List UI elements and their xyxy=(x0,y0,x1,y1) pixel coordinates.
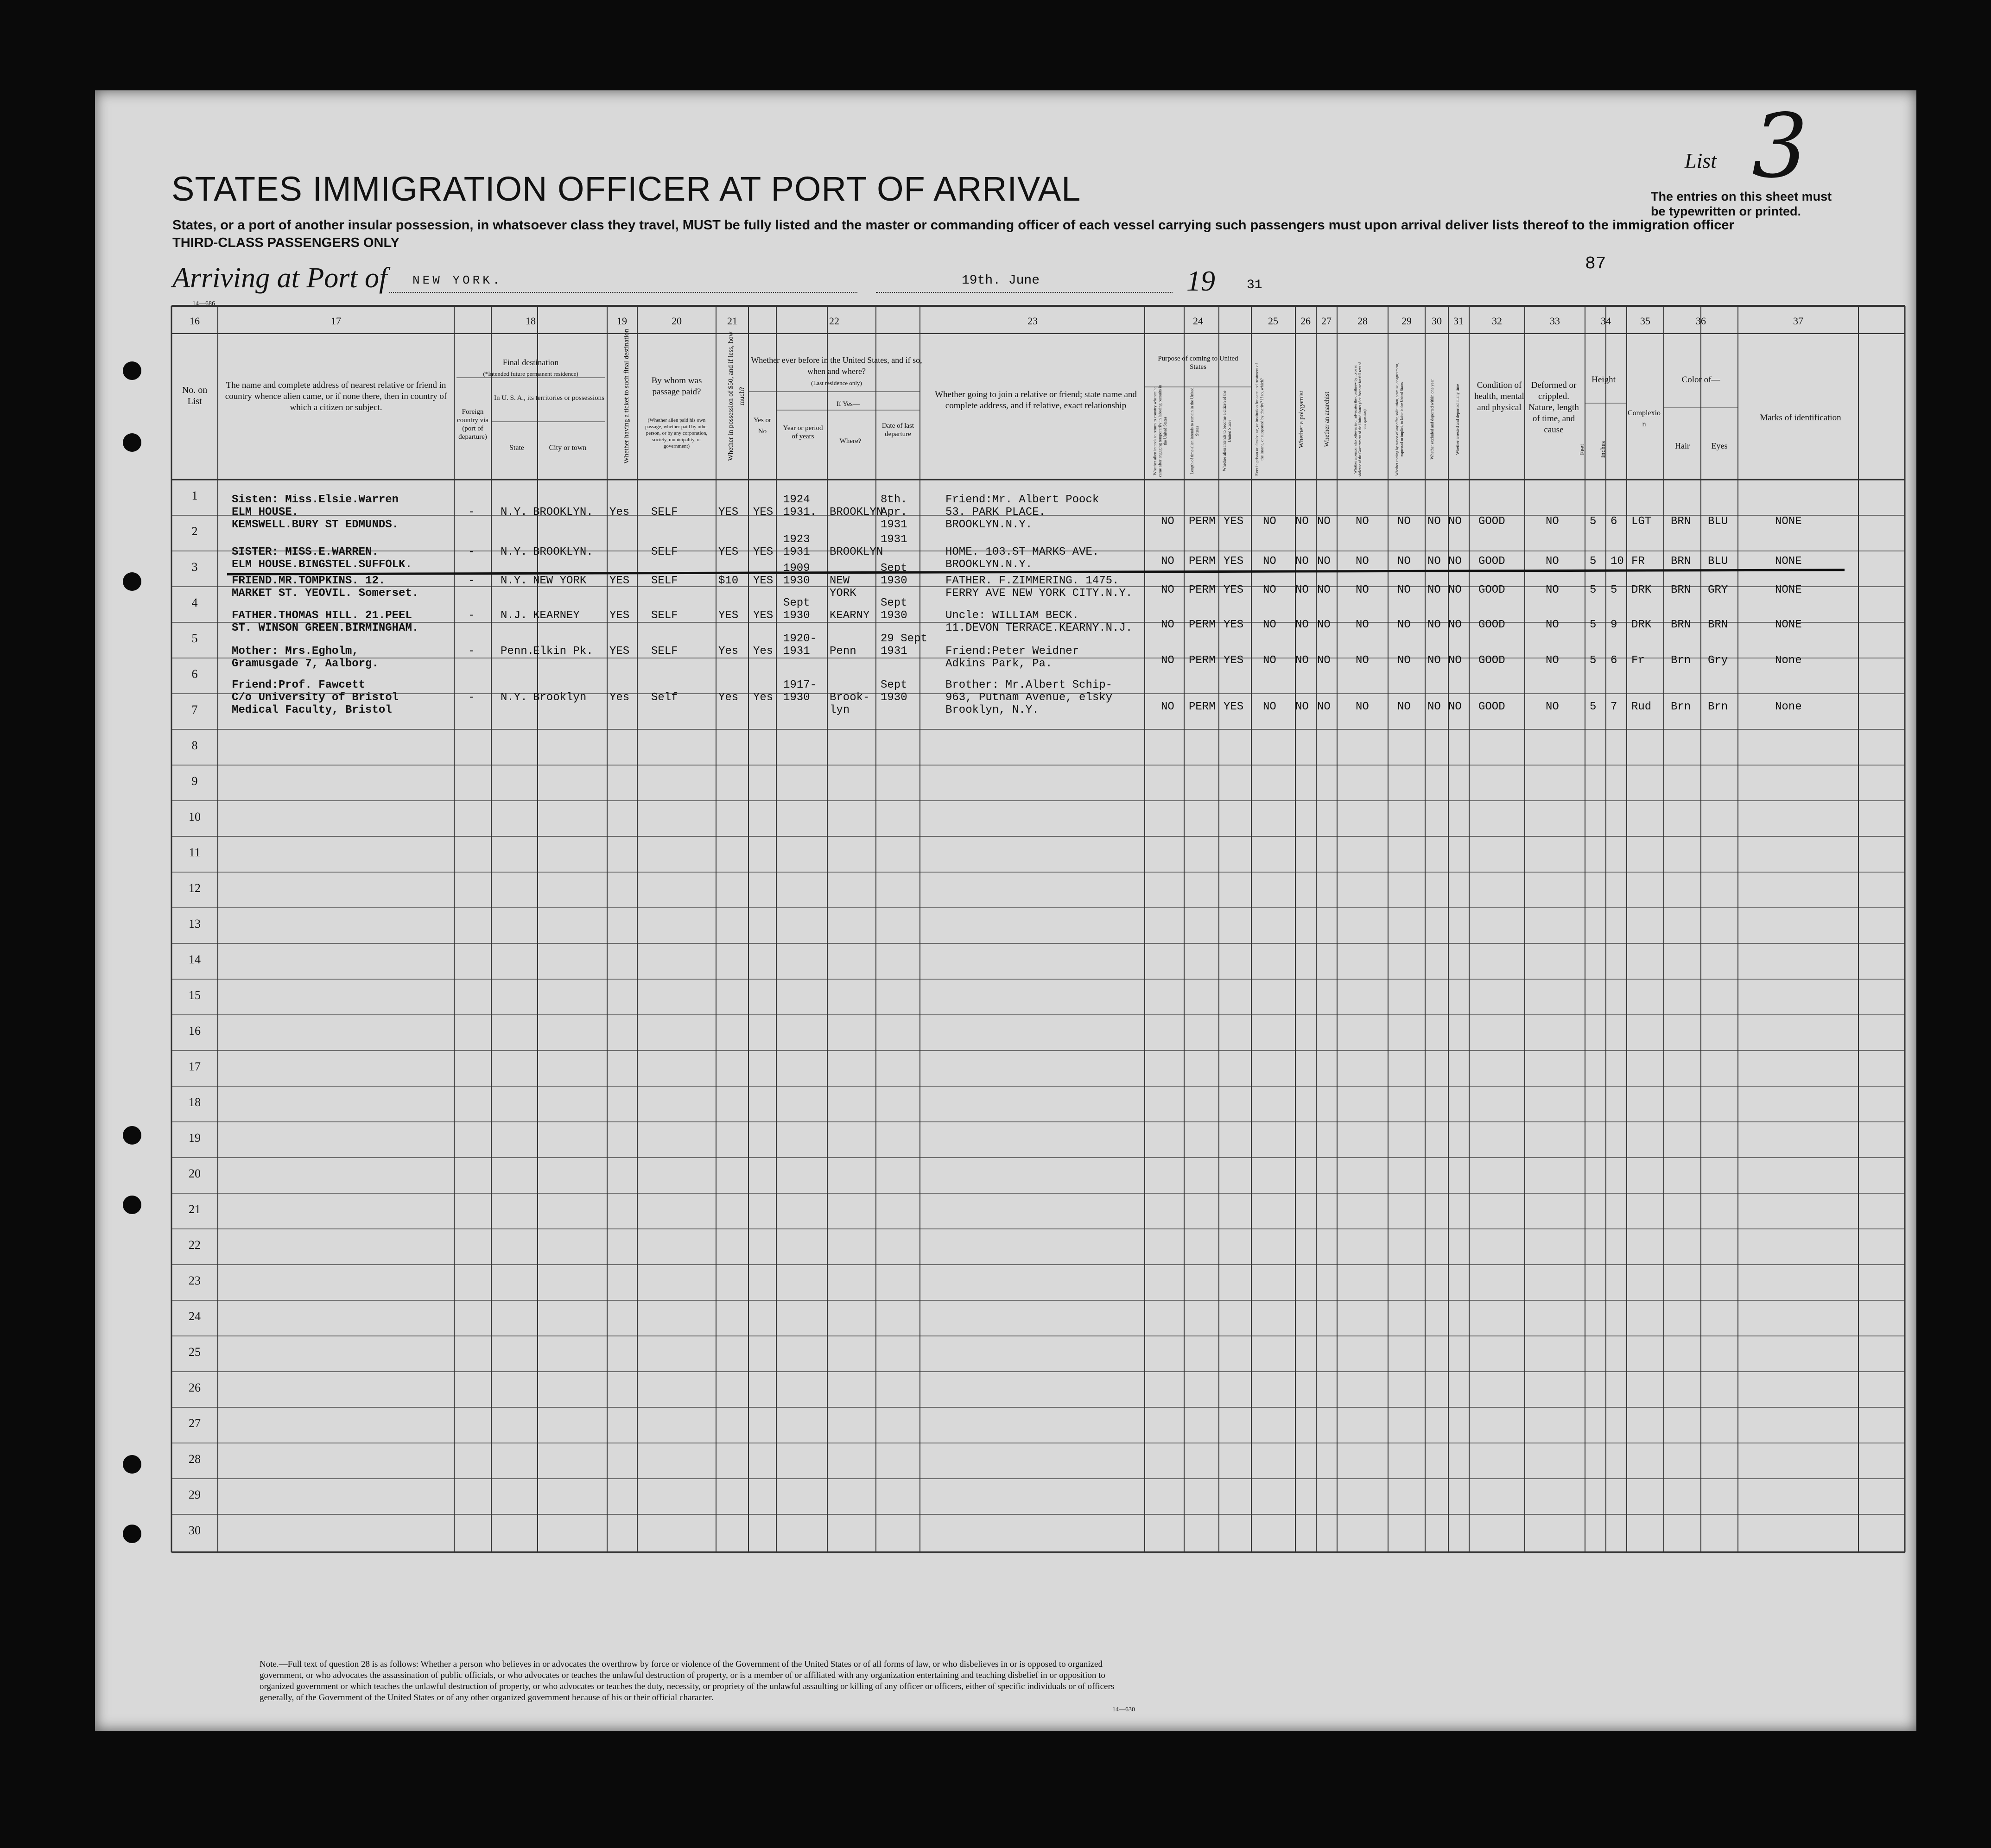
height-inches-cell: 5 xyxy=(1611,584,1617,596)
hair-cell: BRN xyxy=(1671,584,1691,596)
join-relative-cell: Brother: Mr.Albert Schip- 963, Putnam Avenue, elsky Brooklyn, N.Y. xyxy=(945,679,1113,716)
row-number: 27 xyxy=(189,1417,201,1430)
header-before-in-us: Whether ever before in the United States, and if so, when and where? xyxy=(751,355,922,376)
before-in-us-cell: Yes xyxy=(753,691,774,704)
header-anarchist: Whether an anarchist xyxy=(1324,392,1331,447)
purpose-length-cell: PERM xyxy=(1189,619,1216,631)
eyes-cell: BRN xyxy=(1708,619,1728,631)
row-number: 30 xyxy=(189,1524,201,1537)
overthrow-cell: NO xyxy=(1356,584,1369,596)
header-arrested: Whether arrested and deported at any time xyxy=(1455,384,1460,455)
last-departure-cell: Sept 1930 xyxy=(881,679,907,704)
health-cell: GOOD xyxy=(1478,701,1505,713)
eyes-cell: GRY xyxy=(1708,584,1728,596)
ticket-cell: Yes xyxy=(609,506,630,519)
state-cell: N.Y. xyxy=(501,691,527,704)
header-deformed: Deformed or crippled. Nature, length of time, and cause xyxy=(1528,380,1579,435)
relative-address: Sisten: Miss.Elsie.Warren ELM HOUSE. KEMSWELL.BURY ST EDMUNDS. xyxy=(232,494,399,531)
header-if-yes: If Yes— xyxy=(836,400,860,408)
last-departure-cell: 8th. Apr. 1931 xyxy=(881,494,907,531)
polygamist-cell: NO xyxy=(1295,654,1309,667)
row-number: 7 xyxy=(191,703,198,716)
form-code: 14—630 xyxy=(1112,1706,1135,1713)
column-number: 22 xyxy=(829,315,839,327)
column-number: 37 xyxy=(1793,315,1803,327)
row-number: 15 xyxy=(189,988,201,1002)
deformed-cell: NO xyxy=(1546,584,1559,596)
header-state: State xyxy=(509,444,524,452)
money-cell: $10 xyxy=(718,575,739,587)
money-cell: YES xyxy=(718,609,739,622)
header-eyes: Eyes xyxy=(1711,441,1728,450)
header-no-on-list: No. on List xyxy=(182,385,208,406)
overthrow-cell: NO xyxy=(1356,515,1369,528)
column-number: 33 xyxy=(1550,315,1560,327)
column-number: 18 xyxy=(526,315,536,327)
passage-paid-cell: SELF xyxy=(651,546,678,558)
complexion-cell: DRK xyxy=(1631,619,1652,631)
purpose-return-cell: NO xyxy=(1161,555,1174,568)
polygamist-cell: NO xyxy=(1295,584,1309,596)
eyes-cell: BLU xyxy=(1708,555,1728,568)
polygamist-cell: NO xyxy=(1295,701,1309,713)
city-cell: Elkin Pk. xyxy=(533,645,593,658)
last-departure-cell: Sept 1930 xyxy=(881,562,907,587)
offer-labor-cell: NO xyxy=(1397,555,1411,568)
row-number: 17 xyxy=(189,1060,201,1073)
anarchist-cell: NO xyxy=(1317,555,1331,568)
row-number: 5 xyxy=(191,632,198,645)
relative-address: FRIEND.MR.TOMPKINS. 12. MARKET ST. YEOVIL. Somerset. xyxy=(232,575,419,600)
foreign-country-cell: - xyxy=(468,546,475,558)
city-cell: BROOKLYN. xyxy=(533,506,593,519)
header-where: Where? xyxy=(839,437,862,445)
last-departure-cell: 29 Sept 1931 xyxy=(881,633,927,658)
complexion-cell: Rud xyxy=(1631,701,1652,713)
arrested-cell: NO xyxy=(1448,619,1462,631)
offer-labor-cell: NO xyxy=(1397,701,1411,713)
year-suffix: 31 xyxy=(1247,278,1262,292)
header-yes-no: Yes or No xyxy=(753,417,772,435)
health-cell: GOOD xyxy=(1478,654,1505,667)
health-cell: GOOD xyxy=(1478,584,1505,596)
row-number: 18 xyxy=(189,1095,201,1109)
row-number: 1 xyxy=(191,489,198,502)
polygamist-cell: NO xyxy=(1295,515,1309,528)
join-relative-cell: Uncle: WILLIAM BECK. 11.DEVON TERRACE.KEARNY.N.J. xyxy=(945,609,1133,634)
money-cell: Yes xyxy=(718,691,739,704)
header-offer-labor: Whether coming by reason of any offer, solicitation, promise, or agreement, expressed or implied, to labor in the United States xyxy=(1395,363,1404,476)
purpose-return-cell: NO xyxy=(1161,654,1174,667)
header-final-destination-sub: (*Intended future permanent residence) xyxy=(483,370,578,377)
foreign-country-cell: - xyxy=(468,645,475,658)
header-purpose-length: Length of time alien intends to remain in the United States xyxy=(1190,387,1199,475)
marks-cell: NONE xyxy=(1775,555,1802,568)
subtitle: States, or a port of another insular possession, in whatsoever class they travel, MUST be fully listed and the master or commanding officer of each vessel carrying such passengers must upon arrival deliver lists thereof to the immigration officer xyxy=(172,218,1734,233)
column-number: 26 xyxy=(1300,315,1311,327)
header-marks: Marks of identification xyxy=(1760,413,1841,423)
purpose-length-cell: PERM xyxy=(1189,654,1216,667)
deformed-cell: NO xyxy=(1546,515,1559,528)
before-in-us-cell: YES xyxy=(753,506,774,519)
purpose-length-cell: PERM xyxy=(1189,584,1216,596)
state-cell: N.Y. xyxy=(501,506,527,519)
passage-paid-cell: Self xyxy=(651,691,678,704)
polygamist-cell: NO xyxy=(1295,619,1309,631)
passage-paid-cell: SELF xyxy=(651,609,678,622)
eyes-cell: BLU xyxy=(1708,515,1728,528)
header-overthrow: Whether a person who believes in or advocates the overthrow by force or violence of the Government of the United States (See footnote for full text of this question) xyxy=(1353,362,1367,477)
complexion-cell: FR xyxy=(1631,555,1645,568)
row-number: 2 xyxy=(191,525,198,538)
column-number: 19 xyxy=(617,315,627,327)
height-inches-cell: 6 xyxy=(1611,515,1617,528)
join-relative-cell: HOME. 103.ST MARKS AVE. BROOKLYN.N.Y. xyxy=(945,546,1099,571)
column-number: 16 xyxy=(190,315,200,327)
height-inches-cell: 6 xyxy=(1611,654,1617,667)
row-number: 11 xyxy=(189,846,201,859)
header-passage-paid-sub: (Whether alien paid his own passage, whether paid by other person, or by any corporation, society, municipality, or government) xyxy=(645,418,708,449)
polygamist-cell: NO xyxy=(1295,555,1309,568)
years-cell: 1917- 1930 xyxy=(783,679,817,704)
prison-cell: NO xyxy=(1263,654,1276,667)
city-cell: KEARNEY xyxy=(533,609,580,622)
height-feet-cell: 5 xyxy=(1590,584,1597,596)
header-passage-paid: By whom was passage paid? xyxy=(651,376,702,397)
excluded-cell: NO xyxy=(1427,555,1441,568)
row-number: 14 xyxy=(189,953,201,966)
deformed-cell: NO xyxy=(1546,555,1559,568)
column-number: 21 xyxy=(727,315,737,327)
height-feet-cell: 5 xyxy=(1590,555,1597,568)
header-city: City or town xyxy=(549,444,587,452)
row-number: 9 xyxy=(191,774,198,788)
before-in-us-cell: YES xyxy=(753,546,774,558)
header-health: Condition of health, mental and physical xyxy=(1474,380,1524,412)
year-prefix: 19 xyxy=(1186,266,1215,297)
years-cell: 1924 1931. xyxy=(783,494,817,519)
column-number: 25 xyxy=(1268,315,1278,327)
purpose-citizen-cell: YES xyxy=(1224,515,1244,528)
city-cell: Brooklyn xyxy=(533,691,587,704)
entries-note-line: The entries on this sheet must xyxy=(1651,190,1832,203)
row-number: 23 xyxy=(189,1274,201,1287)
row-number: 26 xyxy=(189,1381,201,1394)
column-number: 35 xyxy=(1640,315,1650,327)
row-number: 25 xyxy=(189,1345,201,1359)
height-inches-cell: 9 xyxy=(1611,619,1617,631)
class-line: THIRD-CLASS PASSENGERS ONLY xyxy=(172,235,399,250)
years-cell: 1923 1931 xyxy=(783,533,810,558)
relative-address: Friend:Prof. Fawcett C/o University of Bristol Medical Faculty, Bristol xyxy=(232,679,399,716)
health-cell: GOOD xyxy=(1478,515,1505,528)
list-number: 3 xyxy=(1752,95,1808,197)
list-label: List xyxy=(1685,149,1717,172)
header-usa: In U. S. A., its territories or possessions xyxy=(494,394,604,402)
arrested-cell: NO xyxy=(1448,555,1462,568)
page-title: STATES IMMIGRATION OFFICER AT PORT OF ARRIVAL xyxy=(171,170,1081,208)
join-relative-cell: FATHER. F.ZIMMERING. 1475. FERRY AVE NEW YORK CITY.N.Y. xyxy=(945,575,1133,600)
anarchist-cell: NO xyxy=(1317,584,1331,596)
excluded-cell: NO xyxy=(1427,701,1441,713)
row-number: 19 xyxy=(189,1131,201,1145)
purpose-citizen-cell: YES xyxy=(1224,619,1244,631)
column-number: 27 xyxy=(1321,315,1332,327)
hair-cell: BRN xyxy=(1671,619,1691,631)
purpose-return-cell: NO xyxy=(1161,701,1174,713)
header-foreign-country: Foreign country via (port of departure) xyxy=(457,408,488,441)
purpose-citizen-cell: YES xyxy=(1224,654,1244,667)
column-number: 28 xyxy=(1357,315,1368,327)
complexion-cell: LGT xyxy=(1631,515,1652,528)
height-inches-cell: 7 xyxy=(1611,701,1617,713)
years-cell: 1909 1930 xyxy=(783,562,810,587)
foreign-country-cell: - xyxy=(468,506,475,519)
row-number: 21 xyxy=(189,1202,201,1216)
anarchist-cell: NO xyxy=(1317,701,1331,713)
deformed-cell: NO xyxy=(1546,701,1559,713)
prison-cell: NO xyxy=(1263,619,1276,631)
height-feet-cell: 5 xyxy=(1590,701,1597,713)
prison-cell: NO xyxy=(1263,701,1276,713)
hair-cell: BRN xyxy=(1671,515,1691,528)
before-in-us-cell: YES xyxy=(753,609,774,622)
eyes-cell: Brn xyxy=(1708,701,1728,713)
row-number: 4 xyxy=(191,596,198,609)
header-purpose: Purpose of coming to United States xyxy=(1158,355,1238,371)
overthrow-cell: NO xyxy=(1356,654,1369,667)
complexion-cell: Fr xyxy=(1631,654,1645,667)
marks-cell: None xyxy=(1775,654,1802,667)
arrival-date: 19th. June xyxy=(962,273,1040,288)
purpose-length-cell: PERM xyxy=(1189,515,1216,528)
last-departure-cell: Sept 1930 xyxy=(881,597,907,622)
form-code: 14—686 xyxy=(192,300,215,307)
anarchist-cell: NO xyxy=(1317,619,1331,631)
city-cell: BROOKLYN. xyxy=(533,546,593,558)
where-cell: BROOKLYN xyxy=(830,546,883,558)
column-number: 20 xyxy=(672,315,682,327)
overthrow-cell: NO xyxy=(1356,555,1369,568)
state-cell: Penn. xyxy=(501,645,534,658)
excluded-cell: NO xyxy=(1427,619,1441,631)
where-cell: Penn xyxy=(830,645,856,658)
passage-paid-cell: SELF xyxy=(651,575,678,587)
row-number: 3 xyxy=(191,560,198,574)
row-number: 20 xyxy=(189,1167,201,1180)
before-in-us-cell: YES xyxy=(753,575,774,587)
header-last-departure: Date of last departure xyxy=(881,422,914,438)
height-inches-cell: 10 xyxy=(1611,555,1624,568)
money-cell: Yes xyxy=(718,645,739,658)
excluded-cell: NO xyxy=(1427,515,1441,528)
header-height: Height xyxy=(1592,375,1616,385)
header-final-destination: Final destination xyxy=(502,358,559,367)
row-number: 24 xyxy=(189,1310,201,1323)
marks-cell: NONE xyxy=(1775,584,1802,596)
marks-cell: NONE xyxy=(1775,619,1802,631)
foreign-country-cell: - xyxy=(468,691,475,704)
ticket-cell: YES xyxy=(609,645,630,658)
footnote: Note.—Full text of question 28 is as follows: Whether a person who believes in or advocates the overthrow by force or violence of the Government of the United States or of all forms of law, or who disbelieves in or is opposed to organized government, or who advocates the assassination of public officials, or who advocates or teaches the unlawful destruction of property, or is a member of or affiliated with any organization entertaining and teaching disbelief in or opposition to organized government or which teaches the unlawful destruction of property, or who advocates or teaches the duty, necessity, or propriety of the unlawful assaulting or killing of any officer or officers, either of specific individuals or of officers generally, of the Government of the United States or of any other organized government because of his or their official character. xyxy=(260,1659,1115,1702)
row-number: 10 xyxy=(189,810,201,823)
overthrow-cell: NO xyxy=(1356,701,1369,713)
page-number: 87 xyxy=(1585,254,1606,274)
ticket-cell: YES xyxy=(609,575,630,587)
arrested-cell: NO xyxy=(1448,654,1462,667)
row-number: 16 xyxy=(189,1024,201,1038)
years-cell: Sept 1930 xyxy=(783,597,810,622)
money-cell: YES xyxy=(718,506,739,519)
row-number: 29 xyxy=(189,1488,201,1501)
marks-cell: None xyxy=(1775,701,1802,713)
hair-cell: Brn xyxy=(1671,701,1691,713)
purpose-return-cell: NO xyxy=(1161,619,1174,631)
state-cell: N.Y. xyxy=(501,546,527,558)
header-color: Color of— xyxy=(1681,375,1720,385)
where-cell: NEW YORK xyxy=(830,575,856,600)
port-value: NEW YORK. xyxy=(412,273,503,287)
purpose-citizen-cell: YES xyxy=(1224,701,1244,713)
join-relative-cell: Friend:Mr. Albert Poock 53. PARK PLACE. BROOKLYN.N.Y. xyxy=(945,494,1099,531)
complexion-cell: DRK xyxy=(1631,584,1652,596)
header-money: Whether in possession of $50, and if less, how much? xyxy=(727,331,746,461)
header-join-relative: Whether going to join a relative or friend; state name and complete address, and if relative, exact relationship xyxy=(935,390,1137,411)
column-number: 17 xyxy=(331,315,341,327)
foreign-country-cell: - xyxy=(468,609,475,622)
height-feet-cell: 5 xyxy=(1590,654,1597,667)
column-number: 34 xyxy=(1601,315,1611,327)
passage-paid-cell: SELF xyxy=(651,645,678,658)
anarchist-cell: NO xyxy=(1317,515,1331,528)
header-relative: The name and complete address of nearest relative or friend in country whence alien came, or if none there, then in country of which a citizen or subject. xyxy=(225,380,447,412)
header-hair: Hair xyxy=(1675,441,1690,450)
header-year: Year or period of years xyxy=(783,424,823,440)
row-number: 13 xyxy=(189,917,201,930)
row-number: 8 xyxy=(191,739,198,752)
entries-note-line: be typewritten or printed. xyxy=(1651,204,1801,218)
passage-paid-cell: SELF xyxy=(651,506,678,519)
hair-cell: BRN xyxy=(1671,555,1691,568)
column-number: 31 xyxy=(1453,315,1464,327)
foreign-country-cell: - xyxy=(468,575,475,587)
header-before-sub: (Last residence only) xyxy=(811,380,862,386)
column-number: 23 xyxy=(1027,315,1038,327)
eyes-cell: Gry xyxy=(1708,654,1728,667)
where-cell: Brook- lyn xyxy=(830,691,870,716)
where-cell: BROOKLYN xyxy=(830,506,883,519)
row-number: 12 xyxy=(189,881,201,895)
header-purpose-citizen: Whether alien intends to become a citizen of the United States xyxy=(1222,391,1232,471)
header-feet: Feet xyxy=(1579,443,1586,456)
state-cell: N.Y. xyxy=(501,575,527,587)
deformed-cell: NO xyxy=(1546,619,1559,631)
relative-address: SISTER: MISS.E.WARREN. ELM HOUSE.BINGSTEL.SUFFOLK. xyxy=(232,546,412,571)
city-cell: NEW YORK xyxy=(533,575,587,587)
offer-labor-cell: NO xyxy=(1397,584,1411,596)
offer-labor-cell: NO xyxy=(1397,515,1411,528)
height-feet-cell: 5 xyxy=(1590,619,1597,631)
row-number: 28 xyxy=(189,1452,201,1466)
health-cell: GOOD xyxy=(1478,555,1505,568)
state-cell: N.J. xyxy=(501,609,527,622)
prison-cell: NO xyxy=(1263,555,1276,568)
purpose-length-cell: PERM xyxy=(1189,555,1216,568)
anarchist-cell: NO xyxy=(1317,654,1331,667)
money-cell: YES xyxy=(718,546,739,558)
header-prison: Ever in prison or almshouse, or institution for care and treatment of the insane, or supported by charity? If so, which? xyxy=(1255,363,1264,476)
header-excluded: Whether excluded and deported within one year xyxy=(1430,379,1434,460)
ticket-cell: YES xyxy=(609,609,630,622)
excluded-cell: NO xyxy=(1427,654,1441,667)
overthrow-cell: NO xyxy=(1356,619,1369,631)
arrested-cell: NO xyxy=(1448,701,1462,713)
arriving-label: Arriving at Port of xyxy=(172,262,387,294)
deformed-cell: NO xyxy=(1546,654,1559,667)
ticket-cell: Yes xyxy=(609,691,630,704)
header-ticket: Whether having a ticket to such final destination xyxy=(623,329,630,464)
years-cell: 1920- 1931 xyxy=(783,633,817,658)
where-cell: KEARNY xyxy=(830,609,870,622)
purpose-return-cell: NO xyxy=(1161,515,1174,528)
arrested-cell: NO xyxy=(1448,515,1462,528)
column-number: 30 xyxy=(1432,315,1442,327)
height-feet-cell: 5 xyxy=(1590,515,1597,528)
before-in-us-cell: Yes xyxy=(753,645,774,658)
arrested-cell: NO xyxy=(1448,584,1462,596)
purpose-citizen-cell: YES xyxy=(1224,555,1244,568)
prison-cell: NO xyxy=(1263,515,1276,528)
offer-labor-cell: NO xyxy=(1397,619,1411,631)
header-inches: Inches xyxy=(1600,441,1607,458)
last-departure-cell: 1931 xyxy=(881,533,907,546)
health-cell: GOOD xyxy=(1478,619,1505,631)
prison-cell: NO xyxy=(1263,584,1276,596)
offer-labor-cell: NO xyxy=(1397,654,1411,667)
header-polygamist: Whether a polygamist xyxy=(1298,391,1305,448)
purpose-length-cell: PERM xyxy=(1189,701,1216,713)
header-complexion: Complexion xyxy=(1627,409,1661,428)
relative-address: FATHER.THOMAS HILL. 21.PEEL ST. WINSON GREEN.BIRMINGHAM. xyxy=(232,609,419,634)
relative-address: Mother: Mrs.Egholm, Gramusgade 7, Aalborg. xyxy=(232,645,379,670)
excluded-cell: NO xyxy=(1427,584,1441,596)
purpose-citizen-cell: YES xyxy=(1224,584,1244,596)
purpose-return-cell: NO xyxy=(1161,584,1174,596)
row-number: 22 xyxy=(189,1238,201,1252)
column-number: 24 xyxy=(1193,315,1203,327)
hair-cell: Brn xyxy=(1671,654,1691,667)
column-number: 29 xyxy=(1401,315,1412,327)
header-purpose-return: Whether alien intends to return to country whence he came after engaging temporarily in laboring pursuits in the United States xyxy=(1153,385,1167,477)
row-number: 6 xyxy=(191,667,198,681)
column-number: 36 xyxy=(1696,315,1706,327)
marks-cell: NONE xyxy=(1775,515,1802,528)
column-number: 32 xyxy=(1492,315,1502,327)
join-relative-cell: Friend:Peter Weidner Adkins Park, Pa. xyxy=(945,645,1079,670)
